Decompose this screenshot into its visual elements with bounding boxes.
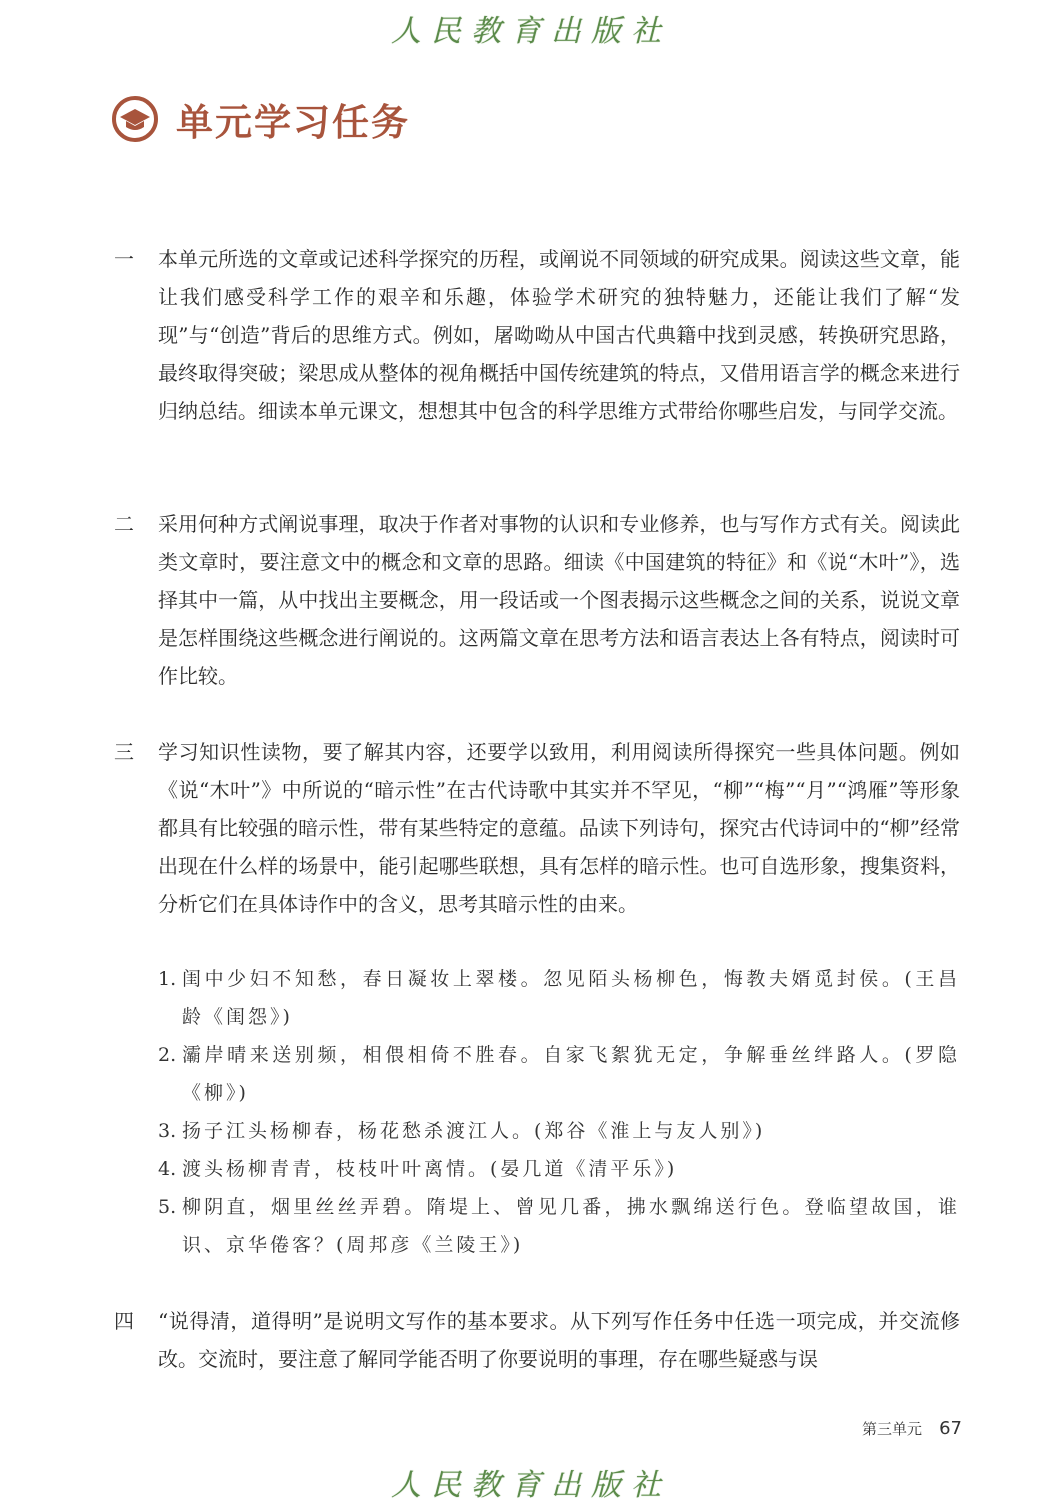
poem-list [158, 960, 960, 1264]
poem-item [158, 1036, 960, 1112]
poem-item [158, 960, 960, 1036]
poem-text: 扬子江头杨柳春，杨花愁杀渡江人。(郑谷《淮上与友人别》) [182, 1120, 766, 1142]
poem-item [158, 1150, 960, 1188]
poem-number: 3. [158, 1120, 177, 1142]
task-number: 一 [114, 247, 134, 271]
poem-text: 柳阴直，烟里丝丝弄碧。隋堤上、曾见几番，拂水飘绵送行色。登临望故国，谁识、京华倦客？(周邦彦《兰陵王》) [182, 1196, 960, 1256]
poem-item [158, 1112, 960, 1150]
task-number: 四 [114, 1309, 134, 1333]
task-text: 本单元所选的文章或记述科学探究的历程，或阐说不同领域的研究成果。阅读这些文章，能让我们感受科学工作的艰辛和乐趣，体验学术研究的独特魅力，还能让我们了解“发现”与“创造”背后的思维方式。例如，屠呦呦从中国古代典籍中找到灵感，转换研究思路，最终取得突破；梁思成从整体的视角概括中国传统建筑的特点，又借用语言学的概念来进行归纳总结。细读本单元课文，想想其中包含的科学思维方式带给你哪些启发，与同学交流。 [158, 247, 960, 423]
graduation-cap-icon [112, 96, 158, 142]
poem-item [158, 1188, 960, 1264]
poem-text: 渡头杨柳青青，枝枝叶叶离情。(晏几道《清平乐》) [182, 1158, 678, 1180]
page-title: 单元学习任务 [176, 101, 410, 144]
page-number: 67 [939, 1418, 962, 1439]
task-item [114, 240, 960, 430]
page-footer [820, 1418, 962, 1439]
poem-number: 5. [158, 1196, 177, 1218]
poem-number: 1. [158, 968, 177, 990]
publisher-watermark-bottom: 人民教育出版社 [391, 1468, 671, 1503]
publisher-watermark-top: 人民教育出版社 [391, 14, 671, 49]
task-item [114, 1302, 960, 1378]
unit-label: 第三单元 [861, 1420, 922, 1438]
task-item [114, 733, 960, 923]
task-item [114, 505, 960, 695]
poem-number: 4. [158, 1158, 177, 1180]
section-header [112, 92, 410, 146]
task-text: “说得清，道得明”是说明文写作的基本要求。从下列写作任务中任选一项完成，并交流修改。交流时，要注意了解同学能否明了你要说明的事理，存在哪些疑惑与误 [158, 1309, 960, 1371]
poem-number: 2. [158, 1044, 177, 1066]
task-text: 学习知识性读物，要了解其内容，还要学以致用，利用阅读所得探究一些具体问题。例如《说“木叶”》中所说的“暗示性”在古代诗歌中其实并不罕见，“柳”“梅”“月”“鸿雁”等形象都具有比较强的暗示性，带有某些特定的意蕴。品读下列诗句，探究古代诗词中的“柳”经常出现在什么样的场景中，能引起哪些联想，具有怎样的暗示性。也可自选形象，搜集资料，分析它们在具体诗作中的含义，思考其暗示性的由来。 [158, 740, 960, 916]
task-number: 三 [114, 740, 134, 764]
poem-text: 灞岸晴来送别频，相偎相倚不胜春。自家飞絮犹无定，争解垂丝绊路人。(罗隐《柳》) [182, 1044, 960, 1104]
task-number: 二 [114, 512, 134, 536]
poem-text: 闺中少妇不知愁，春日凝妆上翠楼。忽见陌头杨柳色，悔教夫婿觅封侯。(王昌龄《闺怨》) [182, 968, 960, 1028]
task-text: 采用何种方式阐说事理，取决于作者对事物的认识和专业修养，也与写作方式有关。阅读此类文章时，要注意文中的概念和文章的思路。细读《中国建筑的特征》和《说“木叶”》，选择其中一篇，从中找出主要概念，用一段话或一个图表揭示这些概念之间的关系，说说文章是怎样围绕这些概念进行阐说的。这两篇文章在思考方法和语言表达上各有特点，阅读时可作比较。 [158, 512, 960, 688]
